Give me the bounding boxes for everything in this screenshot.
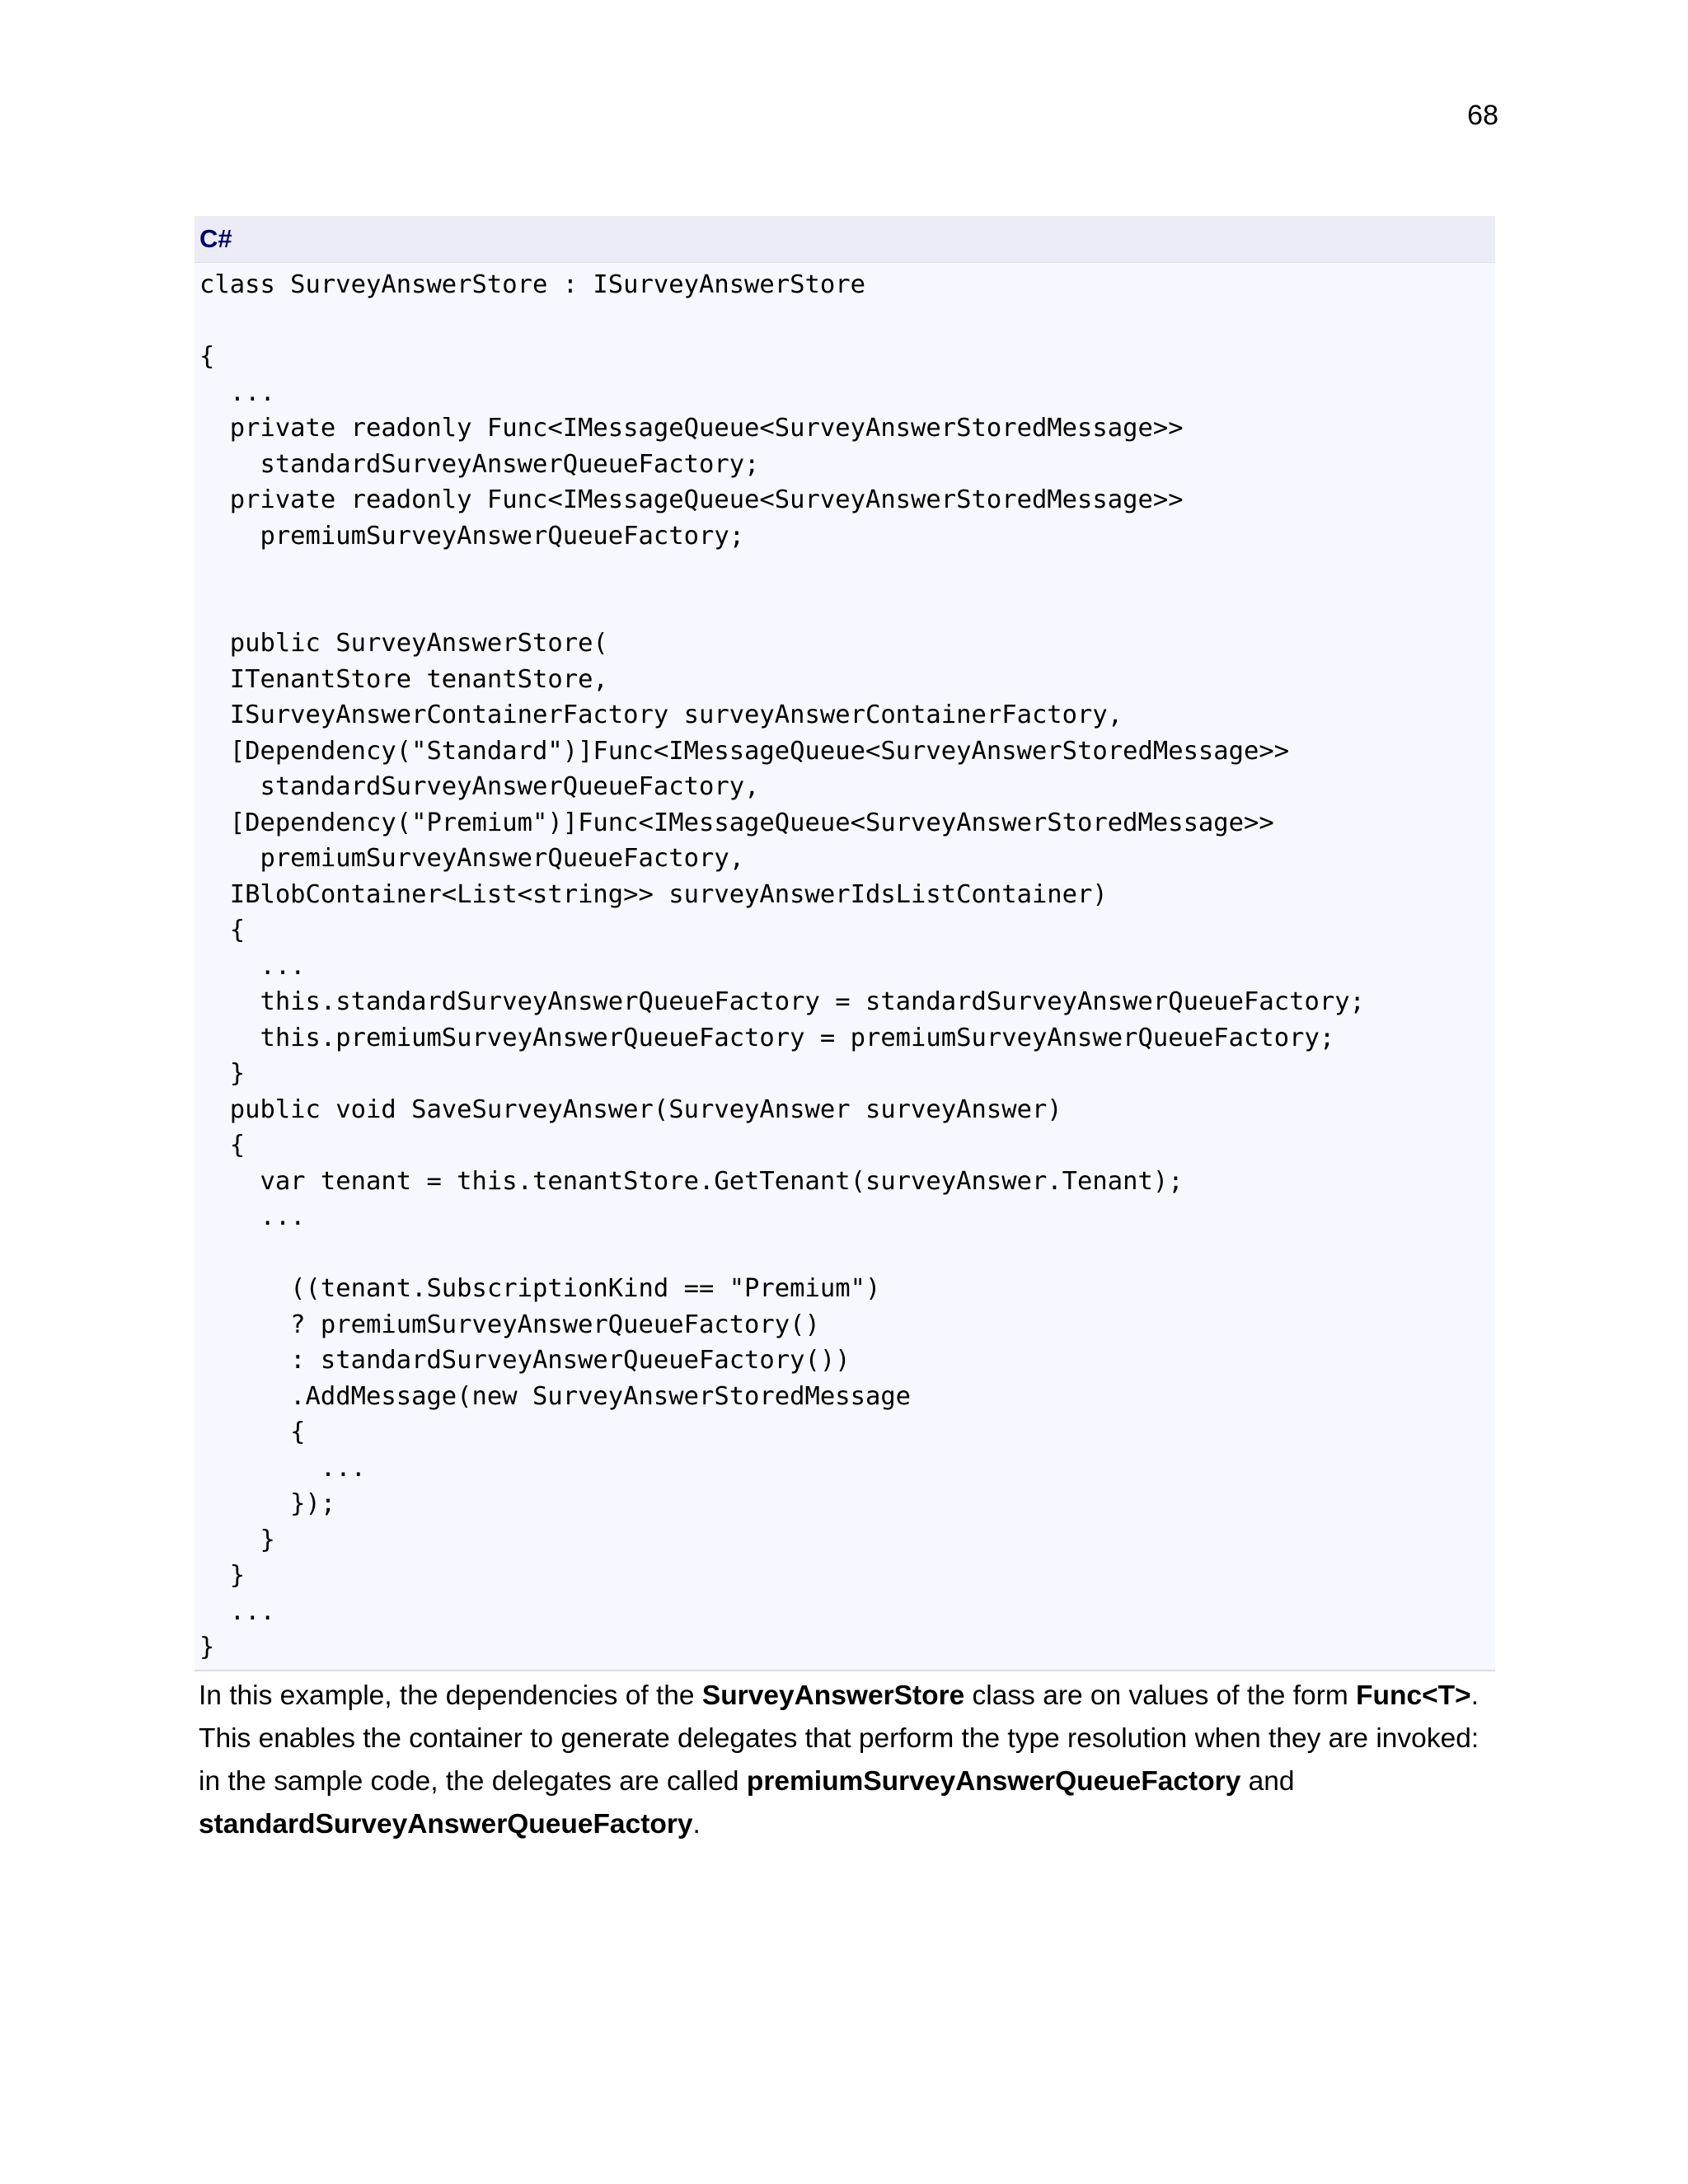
code-line: ... <box>199 1453 366 1483</box>
code-block-header <box>195 216 1495 263</box>
paragraph-text: . This enables the container to generate delegates that perform the type resolution when they are invoked: in the sample code, the delegates are called <box>199 1680 1479 1797</box>
code-line: var tenant = this.tenantStore.GetTenant(surveyAnswer.Tenant); <box>199 1166 1184 1196</box>
class-name-bold: SurveyAnswerStore <box>701 1680 965 1711</box>
paragraph-text: . <box>692 1809 701 1840</box>
code-line <box>199 590 1365 626</box>
code-line: class SurveyAnswerStore : ISurveyAnswerStore <box>199 270 865 299</box>
code-line: public SurveyAnswerStore( <box>199 629 608 658</box>
code-block <box>195 216 1495 1671</box>
code-line: ... <box>199 1202 306 1231</box>
delegate-name-bold: standardSurveyAnswerQueueFactory <box>199 1809 693 1840</box>
code-line: standardSurveyAnswerQueueFactory; <box>199 449 760 479</box>
code-line: } <box>199 1059 246 1088</box>
body-paragraph <box>199 1675 1501 1846</box>
paragraph-text: and <box>1240 1766 1295 1797</box>
code-line: { <box>199 1131 246 1160</box>
code-line: this.standardSurveyAnswerQueueFactory = standardSurveyAnswerQueueFactory; <box>199 987 1365 1016</box>
code-line: private readonly Func<IMessageQueue<SurveyAnswerStoredMessage>> <box>199 485 1184 514</box>
code-language-label: C# <box>199 224 232 253</box>
code-line: ? premiumSurveyAnswerQueueFactory() <box>199 1310 820 1339</box>
code-line: }); <box>199 1489 336 1518</box>
code-line: } <box>199 1561 246 1590</box>
code-line: private readonly Func<IMessageQueue<SurveyAnswerStoredMessage>> <box>199 414 1184 443</box>
code-line <box>199 554 1365 590</box>
code-line: premiumSurveyAnswerQueueFactory; <box>199 521 745 551</box>
code-line: [Dependency("Premium")]Func<IMessageQueue<SurveyAnswerStoredMessage>> <box>199 808 1274 837</box>
code-line: ... <box>199 1596 275 1626</box>
page-number: 68 <box>1467 100 1498 131</box>
code-line: [Dependency("Standard")]Func<IMessageQueue<SurveyAnswerStoredMessage>> <box>199 736 1290 766</box>
paragraph-text: class are on values of the form <box>964 1680 1357 1711</box>
code-line: this.premiumSurveyAnswerQueueFactory = premiumSurveyAnswerQueueFactory; <box>199 1023 1335 1052</box>
code-line: } <box>199 1633 215 1661</box>
code-line: } <box>199 1525 275 1554</box>
code-line: { <box>199 342 215 371</box>
paragraph-text: In this example, the dependencies of the <box>199 1680 702 1711</box>
code-listing <box>195 267 1365 1666</box>
delegate-name-bold: premiumSurveyAnswerQueueFactory <box>746 1766 1241 1797</box>
code-line: IBlobContainer<List<string>> surveyAnswerIdsListContainer) <box>199 879 1108 909</box>
code-line: public void SaveSurveyAnswer(SurveyAnswer surveyAnswer) <box>199 1094 1062 1124</box>
code-line: .AddMessage(new SurveyAnswerStoredMessage <box>199 1381 912 1411</box>
code-line: ((tenant.SubscriptionKind == "Premium") <box>199 1274 881 1303</box>
code-line <box>199 1235 1365 1272</box>
code-line: ... <box>199 377 275 407</box>
code-line: ... <box>199 951 306 981</box>
code-line <box>199 303 1365 340</box>
code-line: premiumSurveyAnswerQueueFactory, <box>199 844 745 873</box>
code-line: { <box>199 916 246 944</box>
code-line: { <box>199 1418 306 1446</box>
code-line: ITenantStore tenantStore, <box>199 664 608 694</box>
type-name-bold: Func<T> <box>1356 1680 1471 1711</box>
code-line: : standardSurveyAnswerQueueFactory()) <box>199 1346 851 1375</box>
code-line: ISurveyAnswerContainerFactory surveyAnswerContainerFactory, <box>199 701 1123 729</box>
code-line: standardSurveyAnswerQueueFactory, <box>199 772 760 801</box>
